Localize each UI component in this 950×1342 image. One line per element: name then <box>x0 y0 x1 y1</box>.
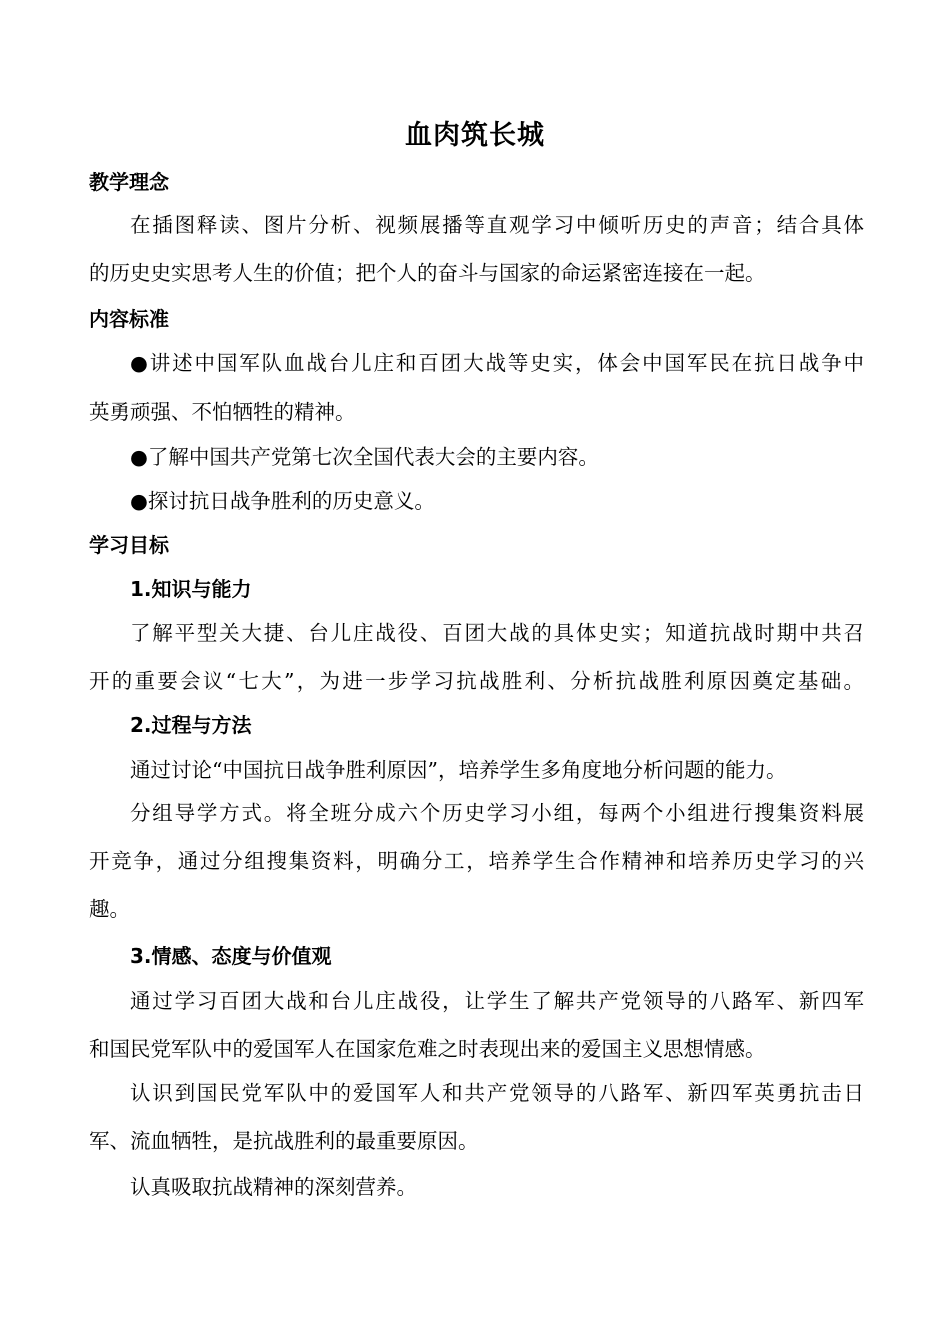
paragraph-line: 认真吸取抗战精神的深刻营养。 <box>130 1175 417 1199</box>
paragraph-line: 分组导学方式。将全班分成六个历史学习小组，每两个小组进行搜集资料展 <box>130 801 864 825</box>
bullet-item: ●讲述中国军队血战台儿庄和百团大战等史实，体会中国军民在抗日战争中 <box>130 351 864 375</box>
paragraph-line: 通过讨论“中国抗日战争胜利原因”，培养学生多角度地分析问题的能力。 <box>130 758 787 782</box>
subheading-knowledge: 1.知识与能力 <box>130 577 252 601</box>
subheading-process: 2.过程与方法 <box>130 713 252 737</box>
paragraph-line: 趣。 <box>89 897 130 921</box>
paragraph-line: 的历史史实思考人生的价值；把个人的奋斗与国家的命运紧密连接在一起。 <box>89 261 766 285</box>
paragraph-line: 开竞争，通过分组搜集资料，明确分工，培养学生合作精神和培养历史学习的兴 <box>89 849 864 873</box>
heading-teaching-concept: 教学理念 <box>89 170 169 194</box>
heading-content-standard: 内容标准 <box>89 307 169 331</box>
subheading-emotion: 3.情感、态度与价值观 <box>130 944 332 968</box>
heading-learning-goals: 学习目标 <box>89 533 169 557</box>
paragraph-line: 了解平型关大捷、台儿庄战役、百团大战的具体史实；知道抗战时期中共召 <box>130 621 864 645</box>
paragraph-line: 认识到国民党军队中的爱国军人和共产党领导的八路军、新四军英勇抗击日 <box>130 1081 864 1105</box>
document-title: 血肉筑长城 <box>405 120 545 151</box>
bullet-item: ●了解中国共产党第七次全国代表大会的主要内容。 <box>130 445 599 469</box>
paragraph-line: 在插图释读、图片分析、视频展播等直观学习中倾听历史的声音；结合具体 <box>130 213 864 237</box>
bullet-item: ●探讨抗日战争胜利的历史意义。 <box>130 489 435 513</box>
paragraph-line: 通过学习百团大战和台儿庄战役，让学生了解共产党领导的八路军、新四军 <box>130 989 864 1013</box>
paragraph-line: 英勇顽强、不怕牺牲的精神。 <box>89 400 356 424</box>
paragraph-line: 和国民党军队中的爱国军人在国家危难之时表现出来的爱国主义思想情感。 <box>89 1037 766 1061</box>
paragraph-line: 军、流血牺牲，是抗战胜利的最重要原因。 <box>89 1129 479 1153</box>
paragraph-line: 开的重要会议“七大”，为进一步学习抗战胜利、分析抗战胜利原因奠定基础。 <box>89 669 864 693</box>
